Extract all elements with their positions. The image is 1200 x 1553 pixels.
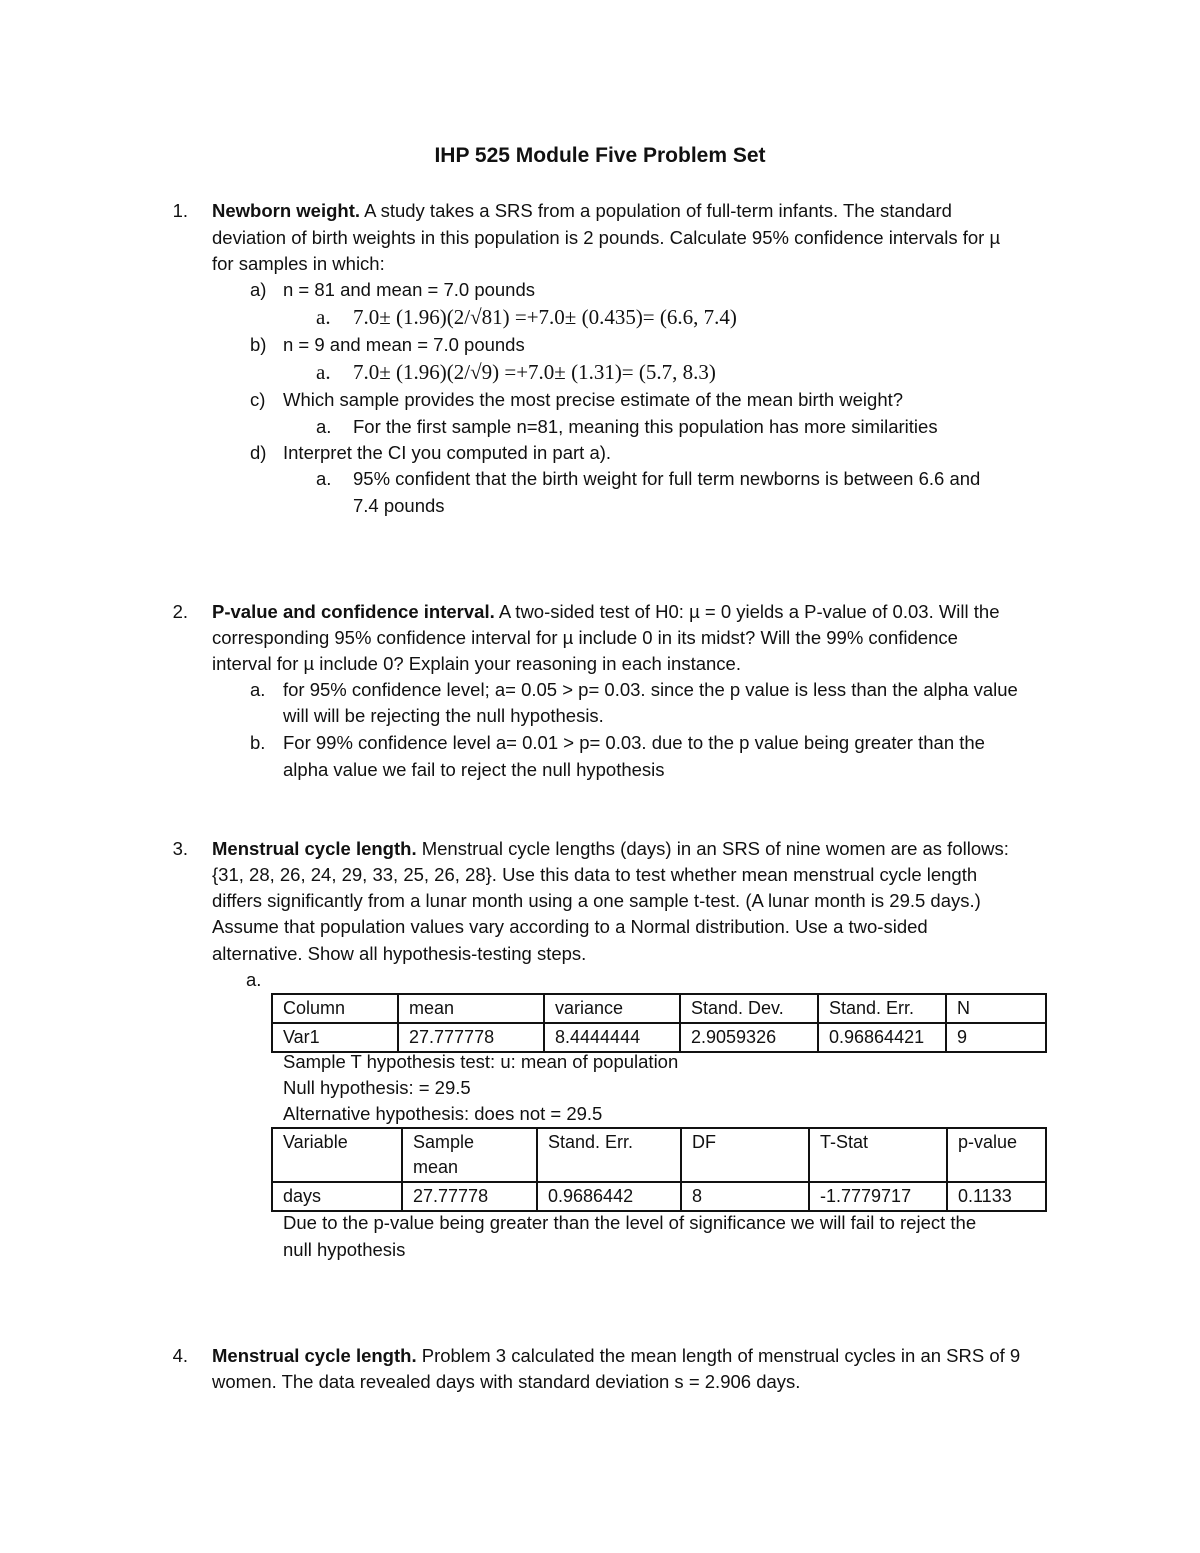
q3-line-5: alternative. Show all hypothesis-testing steps. bbox=[212, 943, 587, 964]
q1-d-answer-1: 95% confident that the birth weight for full term newborns is between 6.6 and bbox=[353, 468, 981, 489]
page-title: IHP 525 Module Five Problem Set bbox=[434, 144, 766, 167]
q1-a-answer-label: a. bbox=[316, 305, 331, 329]
table-cell: 0.9686442 bbox=[537, 1182, 681, 1211]
t-test-table bbox=[271, 1127, 1047, 1212]
sample-t-line: Sample T hypothesis test: u: mean of population bbox=[283, 1051, 679, 1072]
table-cell: 27.77778 bbox=[402, 1182, 537, 1211]
q1-line-1 bbox=[212, 198, 952, 224]
q1-b-text: n = 9 and mean = 7.0 pounds bbox=[283, 334, 525, 355]
conclusion-line-2: null hypothesis bbox=[283, 1239, 406, 1260]
table-header-cell: mean bbox=[398, 994, 544, 1023]
q1-b-answer: 7.0± (1.96)(2/√9) =+7.0± (1.31)= (5.7, 8.3) bbox=[353, 360, 716, 384]
table-cell: 0.1133 bbox=[947, 1182, 1046, 1211]
q2-line-1 bbox=[212, 599, 1000, 625]
table-cell: 0.96864421 bbox=[818, 1023, 946, 1052]
q2-a-line-1: for 95% confidence level; a= 0.05 > p= 0.03. since the p value is less than the alpha value bbox=[283, 679, 1018, 700]
table-cell: 8 bbox=[681, 1182, 809, 1211]
q2-text-1: A two-sided test of H0: µ = 0 yields a P-value of 0.03. Will the bbox=[494, 601, 1000, 622]
table-header-row bbox=[272, 994, 1046, 1023]
table-cell: days bbox=[272, 1182, 402, 1211]
q2-b-line-2: alpha value we fail to reject the null hypothesis bbox=[283, 759, 665, 780]
table-header-cell: Stand. Err. bbox=[537, 1128, 681, 1182]
q4-text-1: Problem 3 calculated the mean length of menstrual cycles in an SRS of 9 bbox=[416, 1345, 1021, 1366]
q2-b-line-1: For 99% confidence level a= 0.01 > p= 0.03. due to the p value being greater than the bbox=[283, 732, 985, 753]
q2-b-label: b. bbox=[250, 732, 266, 753]
q4-number: 4. bbox=[172, 1345, 188, 1366]
q1-line-2: deviation of birth weights in this population is 2 pounds. Calculate 95% confidence intervals for µ bbox=[212, 227, 1001, 248]
q3-heading: Menstrual cycle length. bbox=[212, 838, 417, 859]
q1-c-label: c) bbox=[250, 389, 266, 410]
q1-d-label: d) bbox=[250, 442, 267, 463]
table-cell: 27.777778 bbox=[398, 1023, 544, 1052]
q3-line-1 bbox=[212, 836, 1009, 862]
table-header-cell: T-Stat bbox=[809, 1128, 947, 1182]
q1-b-answer-label: a. bbox=[316, 360, 331, 384]
q1-d-answer-label: a. bbox=[316, 468, 332, 489]
q1-c-answer: For the first sample n=81, meaning this population has more similarities bbox=[353, 416, 938, 437]
sample-header-line-1: Sample bbox=[413, 1132, 475, 1152]
q4-line-1 bbox=[212, 1343, 1020, 1369]
q1-heading: Newborn weight. bbox=[212, 200, 360, 221]
q1-d-answer-2: 7.4 pounds bbox=[353, 495, 445, 516]
summary-stats-table bbox=[271, 993, 1047, 1053]
q3-text-1: Menstrual cycle lengths (days) in an SRS of nine women are as follows: bbox=[416, 838, 1009, 859]
q3-line-3: differs significantly from a lunar month using a one sample t-test. (A lunar month is 29.5 days.) bbox=[212, 890, 981, 911]
table-header-cell: Stand. Err. bbox=[818, 994, 946, 1023]
q1-c-answer-label: a. bbox=[316, 416, 332, 437]
q1-a-answer: 7.0± (1.96)(2/√81) =+7.0± (0.435)= (6.6, 7.4) bbox=[353, 305, 737, 329]
table-cell: -1.7779717 bbox=[809, 1182, 947, 1211]
q2-a-label: a. bbox=[250, 679, 266, 700]
q2-line-3: interval for µ include 0? Explain your reasoning in each instance. bbox=[212, 653, 741, 674]
q4-line-2: women. The data revealed days with standard deviation s = 2.906 days. bbox=[212, 1371, 801, 1392]
table-header-row bbox=[272, 1128, 1046, 1182]
table-cell: 2.9059326 bbox=[680, 1023, 818, 1052]
q1-d-text: Interpret the CI you computed in part a). bbox=[283, 442, 612, 463]
table-header-cell: Stand. Dev. bbox=[680, 994, 818, 1023]
q3-line-2: {31, 28, 26, 24, 29, 33, 25, 26, 28}. Use this data to test whether mean menstrual cycle length bbox=[212, 864, 978, 885]
q1-a-text: n = 81 and mean = 7.0 pounds bbox=[283, 279, 536, 300]
table-cell: 9 bbox=[946, 1023, 1046, 1052]
table-header-cell: variance bbox=[544, 994, 680, 1023]
table-header-cell: DF bbox=[681, 1128, 809, 1182]
table-header-cell: p-value bbox=[947, 1128, 1046, 1182]
table-cell: Var1 bbox=[272, 1023, 398, 1052]
q2-heading: P-value and confidence interval. bbox=[212, 601, 495, 622]
table-cell: 8.4444444 bbox=[544, 1023, 680, 1052]
sample-header-line-2: mean bbox=[413, 1157, 459, 1177]
conclusion-line-1: Due to the p-value being greater than the level of significance we will fail to reject the bbox=[283, 1212, 977, 1233]
table-row bbox=[272, 1023, 1046, 1052]
table-header-cell: N bbox=[946, 994, 1046, 1023]
table-header-cell: Variable bbox=[272, 1128, 402, 1182]
q2-line-2: corresponding 95% confidence interval for µ include 0 in its midst? Will the 99% confidence bbox=[212, 627, 958, 648]
null-hypothesis: Null hypothesis: = 29.5 bbox=[283, 1077, 471, 1098]
table-header-cell: Column bbox=[272, 994, 398, 1023]
q1-b-label: b) bbox=[250, 334, 267, 355]
q3-number: 3. bbox=[172, 838, 188, 859]
table-row bbox=[272, 1182, 1046, 1211]
q1-c-text: Which sample provides the most precise estimate of the mean birth weight? bbox=[283, 389, 904, 410]
q1-text-1: A study takes a SRS from a population of full-term infants. The standard bbox=[360, 200, 952, 221]
alternative-hypothesis: Alternative hypothesis: does not = 29.5 bbox=[283, 1103, 603, 1124]
q4-heading: Menstrual cycle length. bbox=[212, 1345, 417, 1366]
q3-a-label: a. bbox=[246, 969, 262, 990]
q2-number: 2. bbox=[172, 601, 188, 622]
q1-line-3: for samples in which: bbox=[212, 253, 385, 274]
q2-a-line-2: will will be rejecting the null hypothesis. bbox=[283, 705, 604, 726]
q1-number: 1. bbox=[172, 200, 188, 221]
q3-line-4: Assume that population values vary according to a Normal distribution. Use a two-sided bbox=[212, 916, 928, 937]
table-header-cell bbox=[402, 1128, 537, 1182]
q1-a-label: a) bbox=[250, 279, 267, 300]
